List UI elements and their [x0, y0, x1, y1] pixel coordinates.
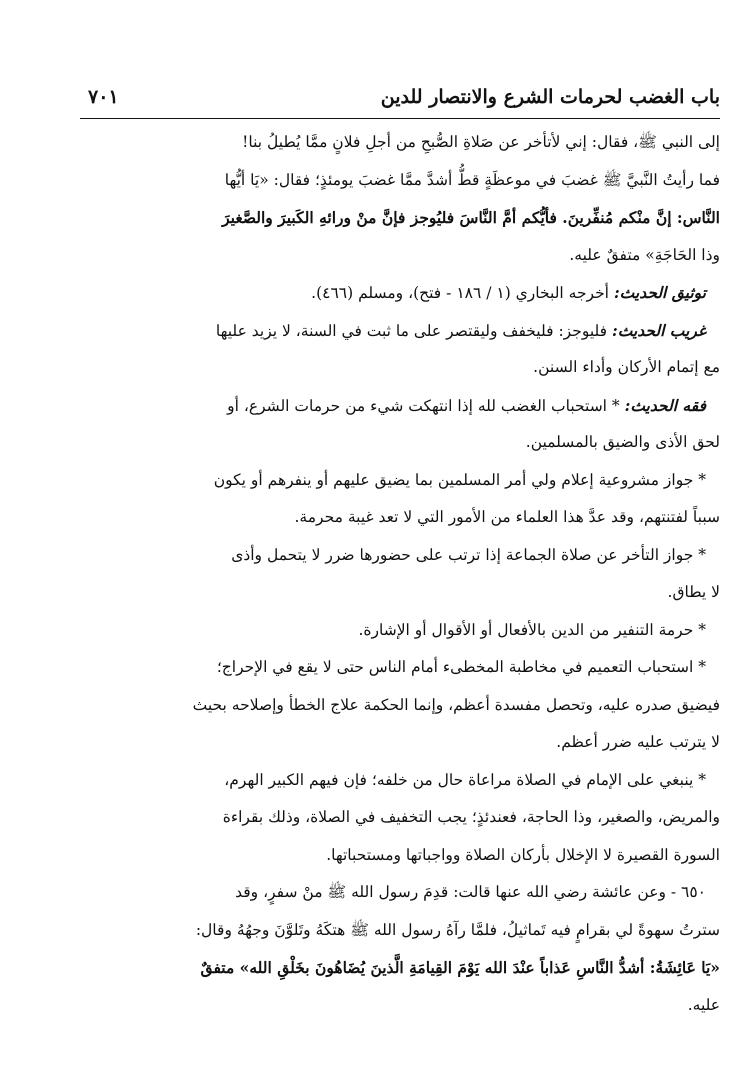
hadith-650-line: ٦٥٠ - وعن عائشة رضي الله عنها قالت: قدِمَ رسول الله ﷺ منْ سفرٍ، وقد — [235, 883, 706, 901]
hadith-650-line: «يَا عَائِشَةُ: أشدُّ النَّاسِ عَذاباً عنْدَ الله يَوْمَ القِيامَةِ الَّذينَ يُضَاهُونَ بخَلْقِ الله» متفقٌ — [200, 958, 720, 977]
takhrij-text: أخرجه البخاري (١ / ١٨٦ - فتح)، ومسلم (٤٦٦). — [311, 284, 609, 302]
fiqh-point-line: لا يترتب عليه ضرر أعظم. — [556, 733, 720, 751]
gharib-line: مع إتمام الأركان وأداء السنن. — [533, 358, 720, 376]
fiqh-point-line: فيضيق صدره عليه، وتحصل مفسدة أعظم، وإنما الحكمة علاج الخطأ وإصلاحه بحيث — [192, 695, 720, 714]
hadith-text-line: النَّاس: إنَّ منْكم مُنفِّرينَ. فأيُّكم أمَّ النَّاسَ فليُوجز فإنَّ منْ ورائهِ الكَبيرَ والصَّغيرَ — [222, 208, 720, 227]
takhrij-label: توثيق الحديث: — [613, 283, 706, 302]
fiqh-point-line: والمريض، والصغير، وذا الحاجة، فعندئذٍ؛ يجب التخفيف في الصلاة، وذلك بقراءة — [222, 808, 720, 826]
fiqh-text: * استحباب الغضب لله إذا انتهكت شيء من حرمات الشرع، أو — [227, 396, 620, 415]
hadith-text-line: إلى النبي ﷺ، فقال: إني لأتأخر عن صَلاةِ الصُّبحِ من أجلِ فلانٍ ممَّا يُطيلُ بنا! — [242, 133, 720, 151]
fiqh-point-line: لا يطاق. — [667, 583, 720, 601]
hadith-text-line: وذا الحَاجَةِ» متفقٌ عليه. — [569, 245, 720, 264]
fiqh-point-line: سبباً لفتنتهم، وقد عدَّ هذا العلماء من الأمور التي لا تعد غيبة محرمة. — [294, 508, 720, 526]
fiqh-point-line: * استحباب التعميم في مخاطبة المخطىء أمام الناس حتى لا يقع في الإحراج؛ — [216, 658, 706, 676]
fiqh-point-line: السورة القصيرة لا الإخلال بأركان الصلاة وواجباتها ومستحباتها. — [326, 845, 720, 864]
gharib-text: فليوجز: فليخفف وليقتصر على ما ثبت في السنة، لا يزيد عليها — [215, 321, 608, 340]
chapter-title: باب الغضب لحرمات الشرع والانتصار للدين — [380, 86, 720, 108]
fiqh-point-line: * جواز التأخر عن صلاة الجماعة إذا ترتب على حضورها ضرر لا يتحمل وأذى — [231, 545, 706, 564]
page-number: ٧٠١ — [88, 86, 119, 108]
takhrij-line — [80, 274, 720, 312]
fiqh-line: لحق الأذى والضيق بالمسلمين. — [525, 433, 720, 451]
fiqh-point-line: * حرمة التنفير من الدين بالأفعال أو الأقوال أو الإشارة. — [358, 620, 706, 639]
hadith-text-line: فما رأيتُ النَّبيَّ ﷺ غضبَ في موعظَةٍ قطُّ أشدَّ ممَّا غضبَ يومئذٍ؛ فقال: «يَا أيُّها — [224, 170, 720, 189]
fiqh-line — [80, 387, 720, 425]
page-body — [80, 124, 720, 1024]
gharib-label: غريب الحديث: — [611, 320, 706, 340]
hadith-650-line: عليه. — [687, 995, 720, 1014]
fiqh-point-line: * ينبغي على الإمام في الصلاة مراعاة حال من خلفه؛ فإن فيهم الكبير الهرم، — [224, 770, 706, 789]
fiqh-point-line: * جواز مشروعية إعلام ولي أمر المسلمين بما يضيق عليهم أو ينفرهم أو يكون — [213, 470, 706, 489]
hadith-650-line: سترتُ سهوةً لي بقرامٍ فيه تَماثيلُ، فلمَّا رآهُ رسول الله ﷺ هتكَهُ وتَلوَّنَ وجهُهُ وقال: — [195, 920, 720, 939]
header-rule — [80, 118, 720, 119]
page-header — [80, 84, 720, 114]
gharib-line — [80, 312, 720, 350]
fiqh-label: فقه الحديث: — [624, 395, 706, 415]
